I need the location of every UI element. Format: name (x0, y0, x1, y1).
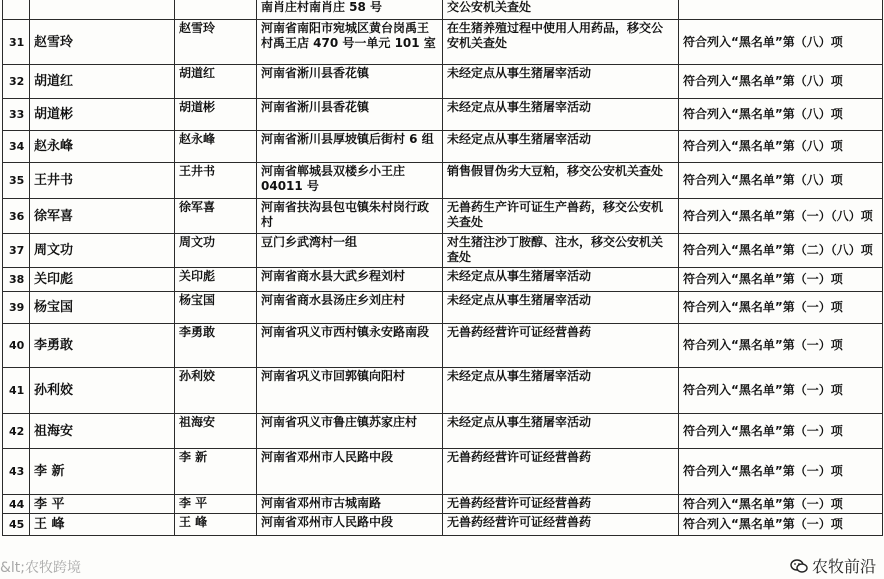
blacklist-basis-cell: 符合列入“黑名单”第（八）项 (679, 99, 883, 131)
legal-person-cell: 徐军喜 (175, 199, 257, 234)
address-cell: 河南省淅川县厚坡镇后街村 6 组 (257, 131, 443, 163)
legal-person-cell: 关印彪 (175, 268, 257, 292)
blacklist-basis-cell: 符合列入“黑名单”第（一）项 (679, 495, 883, 514)
legal-person-cell: 李 新 (175, 449, 257, 495)
legal-person-cell: 李 平 (175, 495, 257, 514)
table-row (3, 514, 883, 536)
violation-cell: 未经定点从事生猪屠宰活动 (443, 99, 679, 131)
table-row (3, 163, 883, 199)
blacklist-basis-cell: 符合列入“黑名单”第（八）项 (679, 163, 883, 199)
address-cell: 河南省商水县大武乡程刘村 (257, 268, 443, 292)
blacklist-basis-cell: 符合列入“黑名单”第（一）项 (679, 514, 883, 536)
table-row (3, 199, 883, 234)
row-number-cell: 34 (3, 131, 30, 163)
table-row (3, 414, 883, 449)
row-number-cell: 40 (3, 324, 30, 368)
legal-person-cell: 孙利姣 (175, 368, 257, 414)
row-number-cell: 45 (3, 514, 30, 536)
violation-cell: 无兽药经营许可证经营兽药 (443, 324, 679, 368)
entity-name-cell: 赵雪玲 (30, 20, 175, 65)
blacklist-basis-cell: 符合列入“黑名单”第（一）项 (679, 324, 883, 368)
wechat-icon (790, 558, 808, 574)
row-number-cell: 32 (3, 65, 30, 99)
entity-name-cell: 王 峰 (30, 514, 175, 536)
row-number-cell: 35 (3, 163, 30, 199)
row-number-cell: 38 (3, 268, 30, 292)
entity-name-cell: 关印彪 (30, 268, 175, 292)
entity-name-cell: 祖海安 (30, 414, 175, 449)
row-number-cell (3, 0, 30, 20)
blacklist-basis-cell: 符合列入“黑名单”第（一）项 (679, 368, 883, 414)
address-cell: 河南省淅川县香花镇 (257, 65, 443, 99)
blacklist-basis-cell: 符合列入“黑名单”第（一）项 (679, 414, 883, 449)
address-cell: 河南省巩义市西村镇永安路南段 (257, 324, 443, 368)
violation-cell: 未经定点从事生猪屠宰活动 (443, 292, 679, 324)
violation-cell: 销售假冒伪劣大豆粕，移交公安机关查处 (443, 163, 679, 199)
address-cell: 河南省邓州市古城南路 (257, 495, 443, 514)
table-row (3, 449, 883, 495)
violation-cell: 未经定点从事生猪屠宰活动 (443, 65, 679, 99)
blacklist-basis-cell: 符合列入“黑名单”第（一）项 (679, 292, 883, 324)
legal-person-cell: 胡道彬 (175, 99, 257, 131)
blacklist-basis-cell: 符合列入“黑名单”第（一）项 (679, 449, 883, 495)
address-cell: 河南省巩义市回郭镇向阳村 (257, 368, 443, 414)
entity-name-cell: 徐军喜 (30, 199, 175, 234)
legal-person-cell: 赵永峰 (175, 131, 257, 163)
address-cell: 河南省郸城县双楼乡小王庄 04011 号 (257, 163, 443, 199)
blacklist-basis-cell: 符合列入“黑名单”第（一）项 (679, 268, 883, 292)
row-number-cell: 33 (3, 99, 30, 131)
violation-cell: 未经定点从事生猪屠宰活动 (443, 414, 679, 449)
blacklist-basis-cell: 符合列入“黑名单”第（二）（八）项 (679, 234, 883, 268)
table-row (3, 324, 883, 368)
violation-cell: 未经定点从事生猪屠宰活动 (443, 368, 679, 414)
blacklist-basis-cell: 符合列入“黑名单”第（八）项 (679, 65, 883, 99)
entity-name-cell: 李 新 (30, 449, 175, 495)
address-cell: 豆门乡武湾村一组 (257, 234, 443, 268)
address-cell: 河南省邓州市人民路中段 (257, 449, 443, 495)
table-body (3, 0, 883, 536)
row-number-cell: 39 (3, 292, 30, 324)
entity-name-cell (30, 0, 175, 20)
blacklist-basis-cell: 符合列入“黑名单”第（一）（八）项 (679, 199, 883, 234)
watermark-right: 农牧前沿 (811, 557, 876, 576)
violation-cell: 对生猪注沙丁胺醇、注水，移交公安机关查处 (443, 234, 679, 268)
row-number-cell: 36 (3, 199, 30, 234)
legal-person-cell: 王井书 (175, 163, 257, 199)
legal-person-cell: 祖海安 (175, 414, 257, 449)
entity-name-cell: 赵永峰 (30, 131, 175, 163)
legal-person-cell: 周文功 (175, 234, 257, 268)
legal-person-cell: 赵雪玲 (175, 20, 257, 65)
legal-person-cell (175, 0, 257, 20)
table-row (3, 65, 883, 99)
entity-name-cell: 周文功 (30, 234, 175, 268)
table-row (3, 368, 883, 414)
table-row (3, 0, 883, 20)
table-row (3, 234, 883, 268)
violation-cell: 未经定点从事生猪屠宰活动 (443, 131, 679, 163)
violation-cell: 未经定点从事生猪屠宰活动 (443, 268, 679, 292)
legal-person-cell: 杨宝国 (175, 292, 257, 324)
blacklist-table (2, 0, 883, 536)
violation-cell: 在生猪养殖过程中使用人用药品，移交公安机关查处 (443, 20, 679, 65)
row-number-cell: 41 (3, 368, 30, 414)
entity-name-cell: 杨宝国 (30, 292, 175, 324)
entity-name-cell: 孙利姣 (30, 368, 175, 414)
row-number-cell: 44 (3, 495, 30, 514)
row-number-cell: 42 (3, 414, 30, 449)
row-number-cell: 43 (3, 449, 30, 495)
row-number-cell: 37 (3, 234, 30, 268)
entity-name-cell: 李 平 (30, 495, 175, 514)
entity-name-cell: 李勇敢 (30, 324, 175, 368)
legal-person-cell: 李勇敢 (175, 324, 257, 368)
blacklist-basis-cell: 符合列入“黑名单”第（八）项 (679, 131, 883, 163)
address-cell: 河南省南阳市宛城区黄台岗禹王村禹王店 470 号一单元 101 室 (257, 20, 443, 65)
table-row (3, 292, 883, 324)
address-cell: 南肖庄村南肖庄 58 号 (257, 0, 443, 20)
address-cell: 河南省淅川县香花镇 (257, 99, 443, 131)
watermark-left: &lt;农牧跨境 (0, 560, 82, 576)
violation-cell: 无兽药生产许可证生产兽药，移交公安机关查处 (443, 199, 679, 234)
table-row (3, 20, 883, 65)
watermark-logo (790, 554, 876, 577)
entity-name-cell: 胡道彬 (30, 99, 175, 131)
violation-cell: 交公安机关查处 (443, 0, 679, 20)
table-row (3, 131, 883, 163)
address-cell: 河南省商水县汤庄乡刘庄村 (257, 292, 443, 324)
legal-person-cell: 胡道红 (175, 65, 257, 99)
address-cell: 河南省邓州市人民路中段 (257, 514, 443, 536)
violation-cell: 无兽药经营许可证经营兽药 (443, 495, 679, 514)
address-cell: 河南省扶沟县包屯镇朱村岗行政村 (257, 199, 443, 234)
row-number-cell: 31 (3, 20, 30, 65)
table-row (3, 268, 883, 292)
violation-cell: 无兽药经营许可证经营兽药 (443, 449, 679, 495)
legal-person-cell: 王 峰 (175, 514, 257, 536)
blacklist-basis-cell (679, 0, 883, 20)
address-cell: 河南省巩义市鲁庄镇苏家庄村 (257, 414, 443, 449)
table-row (3, 99, 883, 131)
blacklist-basis-cell: 符合列入“黑名单”第（八）项 (679, 20, 883, 65)
violation-cell: 无兽药经营许可证经营兽药 (443, 514, 679, 536)
entity-name-cell: 王井书 (30, 163, 175, 199)
entity-name-cell: 胡道红 (30, 65, 175, 99)
table-row (3, 495, 883, 514)
